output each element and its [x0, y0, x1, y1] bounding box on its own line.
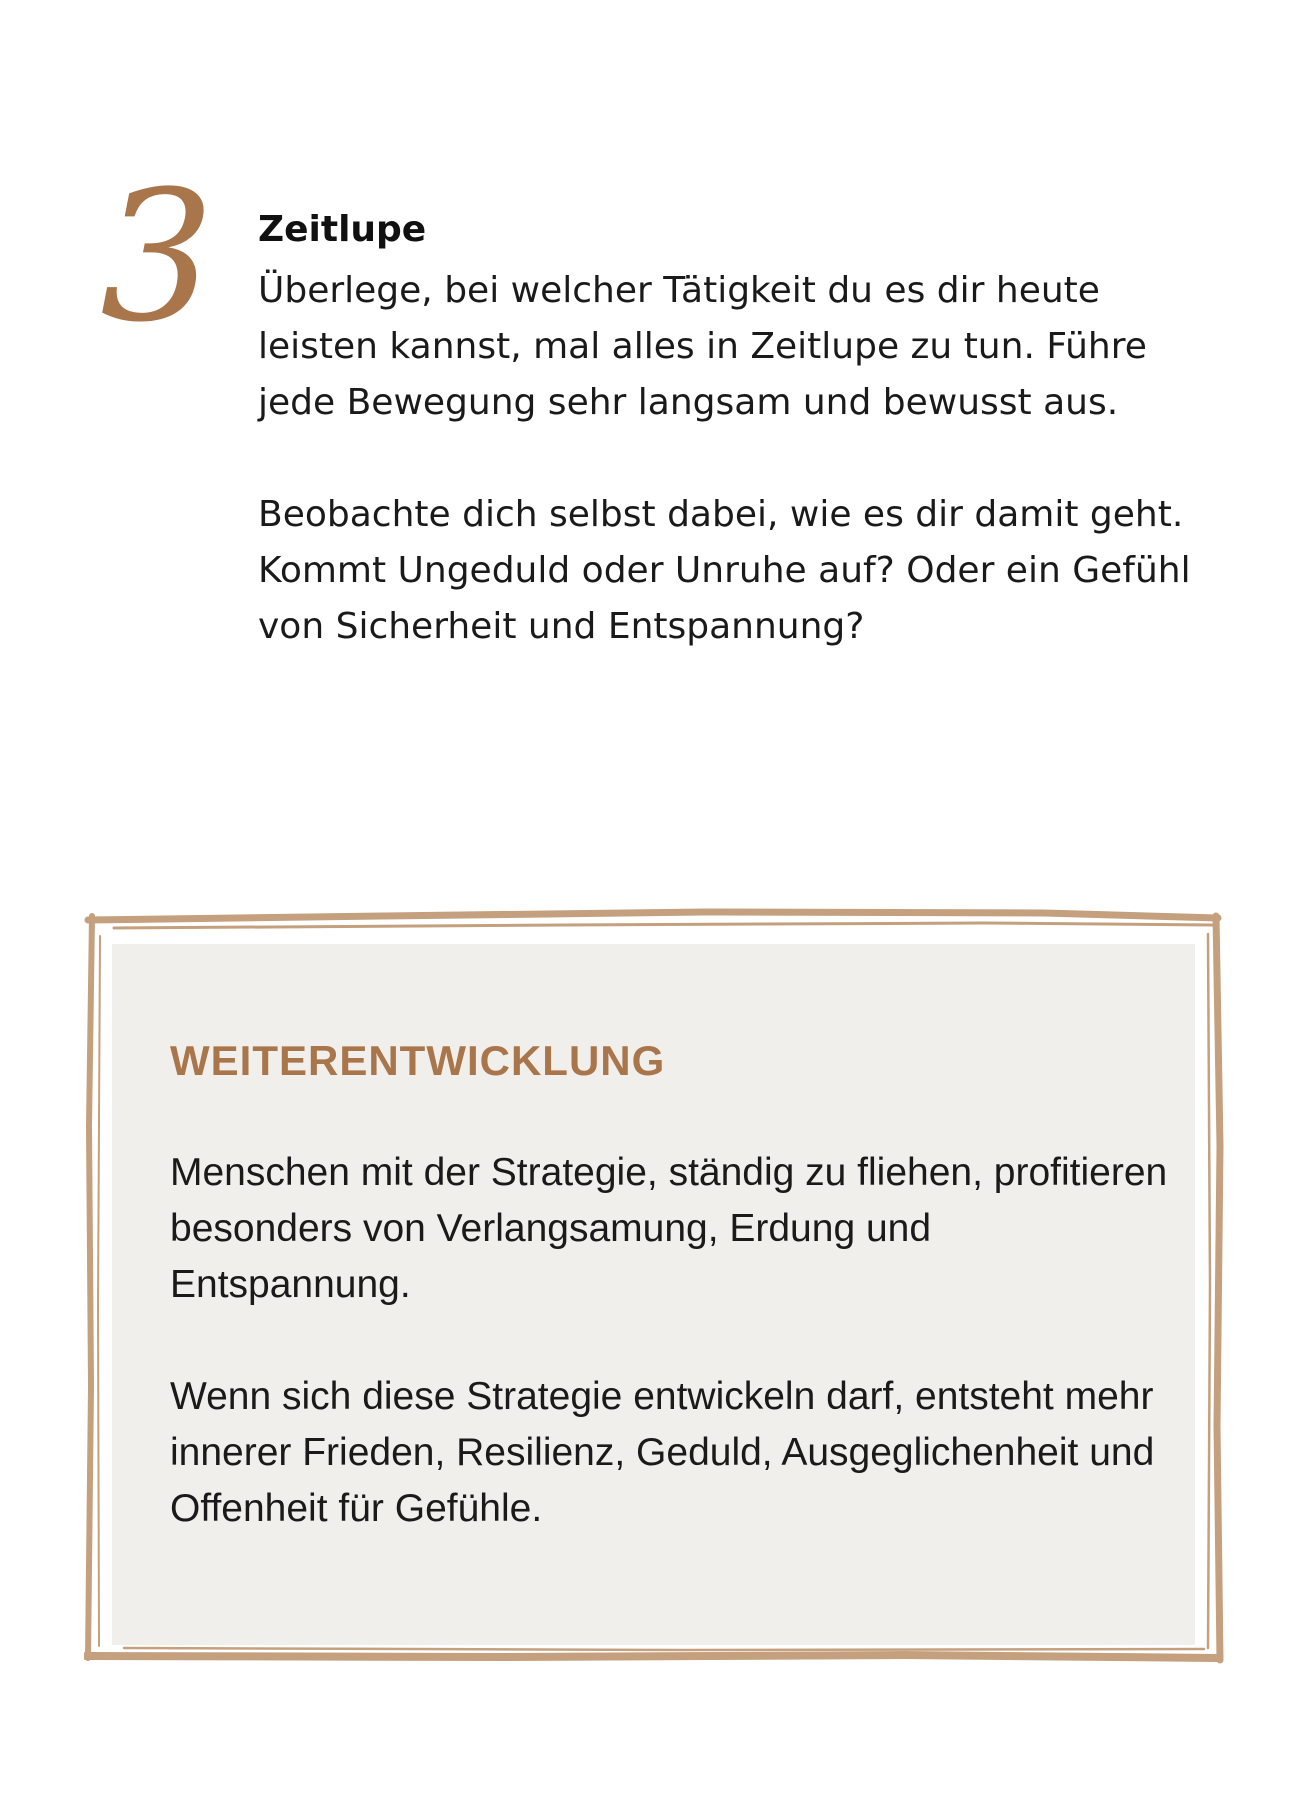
exercise-title: Zeitlupe: [258, 209, 427, 250]
step-number: 3: [100, 153, 211, 362]
panel-paragraph-2: Wenn sich diese Strategie entwickeln darf, entsteht mehr innerer Frieden, Resilienz, Geduld, Ausgeglichenheit und Offenheit für Gefühle.: [170, 1375, 1155, 1530]
exercise-paragraph-2: Beobachte dich selbst dabei, wie es dir damit geht. Kommt Ungeduld oder Unruhe auf? Oder ein Gefühl von Sicherheit und Entspannung?: [258, 494, 1191, 647]
exercise-paragraph-1: Überlege, bei welcher Tätigkeit du es dir heute leisten kannst, mal alles in Zeitlupe zu tun. Führe jede Bewegung sehr langsam und bewusst aus.: [258, 270, 1147, 423]
panel-body: [170, 1145, 1170, 1537]
panel-paragraph-1: Menschen mit der Strategie, ständig zu fliehen, profitieren besonders von Verlangsamung, Erdung und Entspannung.: [170, 1151, 1168, 1306]
panel-heading: WEITERENTWICKLUNG: [170, 1037, 666, 1084]
exercise-section: [258, 205, 1218, 655]
